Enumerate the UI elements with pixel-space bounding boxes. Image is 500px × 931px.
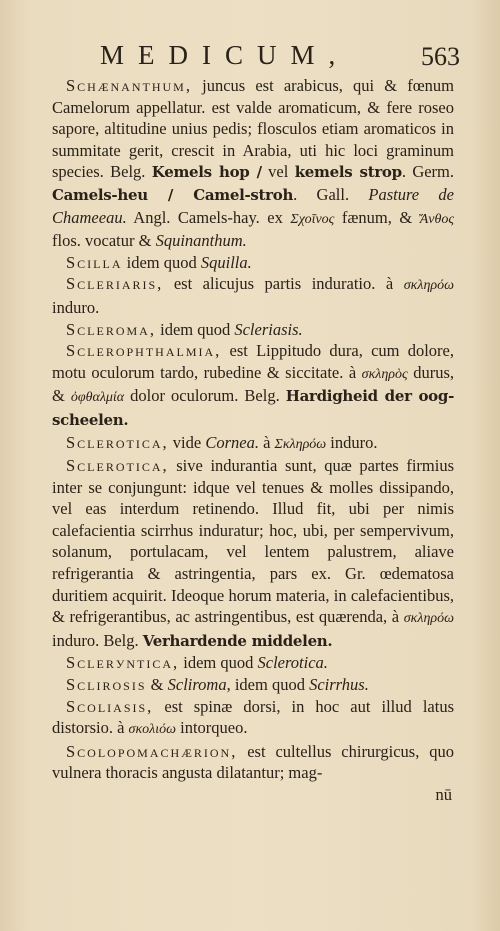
headword: Scilla (66, 252, 123, 272)
running-head: MEDICUM, (100, 40, 350, 70)
entry-scleroma: Scleroma, idem quod Scleriasis. (66, 319, 303, 339)
headword: Sclerotica, (66, 432, 169, 452)
entry-sclerophthalmia: Sclerophthalmia, est Lippitudo dura, cum dolore, motu oculorum tardo, rubedine & siccitate. à σκληρὸς durus, & ὀφθαλμία dolor oculorum. Belg. Hardigheid der oog-scheelen. (52, 341, 455, 429)
entry-scilla: Scilla idem quod Squilla. (66, 252, 252, 272)
page-number: 563 (421, 42, 460, 71)
entry-scleriaris: Scleriaris, est alicujus partis induratio. à σκληρόω induro. (52, 274, 454, 317)
headword: Scleriaris, (66, 274, 164, 294)
headword: Scolopomachærion, (66, 741, 238, 761)
catchword: nū (435, 785, 452, 804)
headword: Sclerotica, (66, 456, 169, 476)
headword: Schænanthum, (66, 76, 192, 95)
entry-scoliasis: Scoliasis, est spinæ dorsi, in hoc aut illud latus distorsio. à σκολιόω intorqueo. (52, 696, 454, 738)
headword: Scleroma, (66, 319, 156, 339)
entry-scolopomachaerion: Scolopomachærion, est cultellus chirurgicus, quo vulnera thoracis angusta dilatantur; mag- (52, 741, 454, 783)
entry-sclerotica-2: Sclerotica, sive indurantia sunt, quæ partes firmius inter se conjungunt: idque vel tenues & molles dissipando, vel eas interdum retinendo. Illud fit, ubi per nimis calefacientia scirrhus induratur; hoc, ubi, per sempervivum, solanum, portulacam, vel lentem palustrem, aliave refrigerantia & astringentia, pars ex. Gr. œdematosa duritiem acquirit. Ideoque horum materia, in calefacientibus, & refrigerantibus, ac astringentibus, est quærenda, à σκληρόω induro. Belg. Verhardende middelen. (52, 456, 454, 650)
page-header (0, 40, 500, 76)
entry-scleruntica: Sclerуntica, idem quod Sclerotica. (66, 653, 328, 673)
headword: Scoliasis, (66, 696, 154, 716)
entry-schaenanthum: Schænanthum, juncus est arabicus, qui & fœnum Camelorum appellatur. est valde aromaticum, & fere roseo sapore, altitudine unius pedis; flosculos etiam aromaticos in summitate gerit, crescit in Arabia, uti hic loci graminum species. Belg. Kemels hop / vel kemels strop. Germ. Camels-heu / Camel-stroh. Gall. Pasture de Chameeau. Angl. Camels-hay. ex Σχοῖνος fænum, & Ἄνθος flos. vocatur & Squinanthum. (52, 76, 455, 251)
headword: Sclerophthalmia, (66, 341, 222, 361)
entry-sclerotica-1: Sclerotica, vide Cornea. à Σκληρόω induro. (66, 432, 378, 452)
dictionary-text (52, 75, 454, 806)
headword: Scliroſis (66, 675, 147, 695)
entry-sclirosis: Scliroſis & Scliroma, idem quod Scirrhus. (66, 675, 369, 695)
headword: Sclerуntica, (66, 653, 180, 673)
